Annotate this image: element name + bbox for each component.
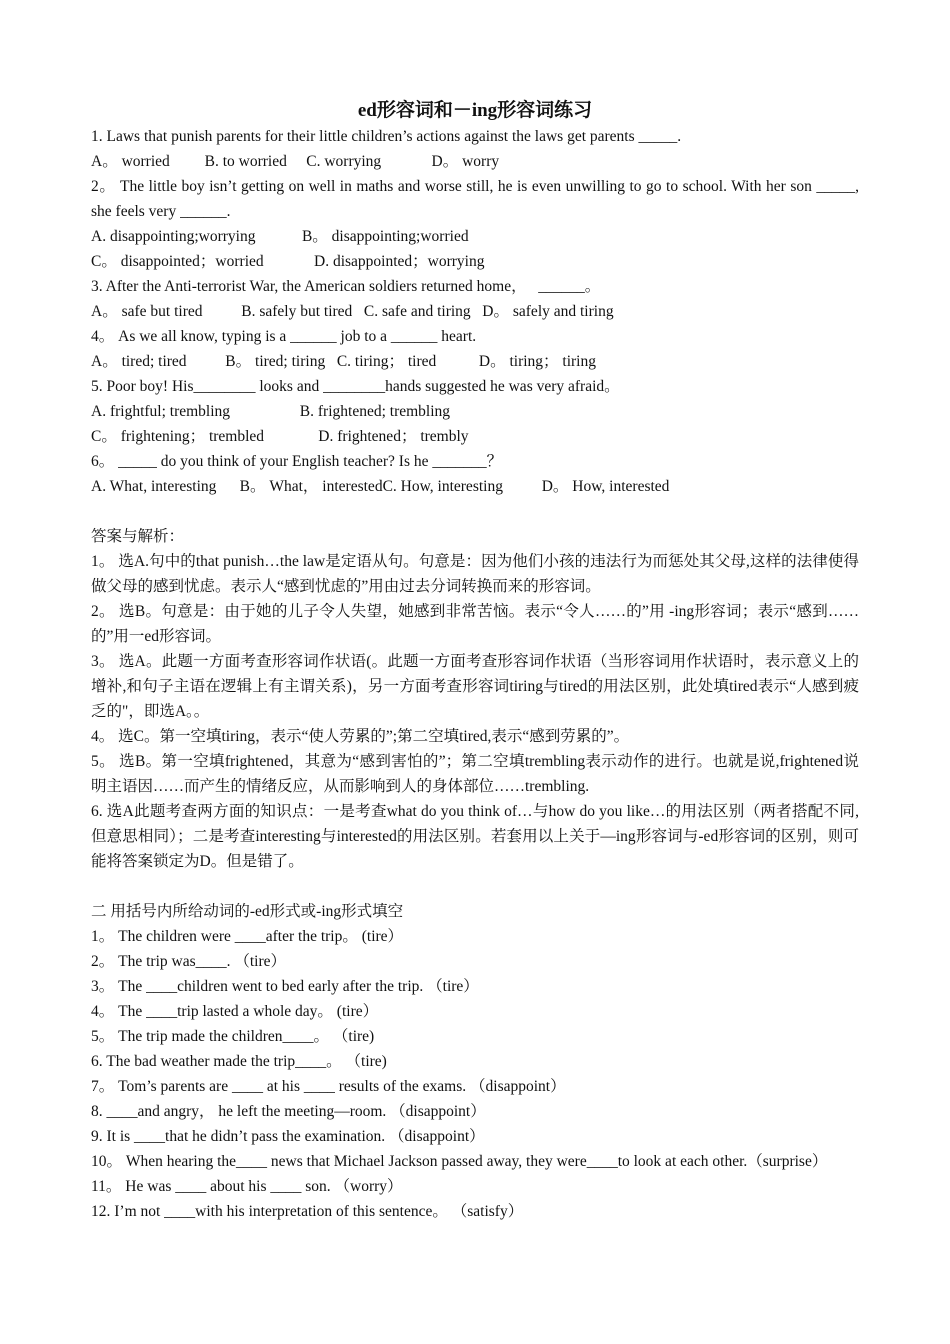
fill-item-8: 8. ____and angry， he left the meeting—room. （disappoint） (91, 1103, 486, 1120)
fill-item-7: 7。 Tom’s parents are ____ at his ____ results of the exams. （disappoint） (91, 1078, 566, 1095)
question-options: C。 disappointed；worried D. disappointed；worrying (91, 253, 485, 270)
question-options: C。 frightening； trembled D. frightened； trembly (91, 428, 469, 445)
question-4 (91, 324, 859, 374)
question-stem: 3. After the Anti-terrorist War, the American soldiers returned home， ______。 (91, 278, 601, 295)
spacer (91, 874, 859, 899)
question-options: A。 worried B. to worried C. worrying D。 worry (91, 153, 500, 170)
question-1 (91, 124, 859, 174)
answer-1: 1。 选A.句中的that punish…the law是定语从句。句意是：因为他们小孩的违法行为而惩处其父母,这样的法律使得做父母的感到忧虑。表示人“感到忧虑的”用由过去分词转换而来的形容词。 (91, 553, 859, 595)
answer-3: 3。 选A。此题一方面考查形容词作状语(。此题一方面考查形容词作状语（当形容词用作状语时，表示意义上的增补,和句子主语在逻辑上有主谓关系)，另一方面考查形容词tiring与tired的用法区别，此处填tired表示“人感到疲乏的"，即选A。。 (91, 653, 859, 720)
spacer (91, 499, 859, 524)
fill-item-2: 2。 The trip was____. （tire） (91, 953, 287, 970)
question-5 (91, 374, 859, 449)
fill-item-1: 1。 The children were ____after the trip。 (tire） (91, 928, 404, 945)
answers-heading: 答案与解析： (91, 528, 185, 545)
fill-item-5: 5。 The trip made the children____。 （tire) (91, 1028, 375, 1045)
question-6 (91, 449, 859, 499)
question-options: A. frightful; trembling B. frightened; trembling (91, 403, 451, 420)
question-options: A。 safe but tired B. safely but tired C. safe and tiring D。 safely and tiring (91, 303, 614, 320)
fill-item-10: 10。 When hearing the____ news that Michael Jackson passed away, they were____to look at each other.（surprise） (91, 1153, 828, 1170)
question-options: A. disappointing;worrying B。 disappointing;worried (91, 228, 469, 245)
fill-item-4: 4。 The ____trip lasted a whole day。 (tire） (91, 1003, 379, 1020)
question-2 (91, 174, 863, 274)
document-title: ed形容词和－ing形容词练习 (357, 100, 593, 121)
question-stem: 6。 _____ do you think of your English teacher? Is he _______？ (91, 453, 503, 470)
question-options: A. What, interesting B。 What， interestedC. How, interesting D。 How, interested (91, 478, 670, 495)
answer-6: 6. 选A此题考查两方面的知识点：一是考查what do you think of…与how do you like…的用法区别（两者搭配不同,但意思相同）；二是考查interesting与interested的用法区别。若套用以上关于—ing形容词与-ed形容词的区别，则可能将答案锁定为D。但是错了。 (91, 803, 859, 870)
question-options: A。 tired; tired B。 tired; tiring C. tiring； tired D。 tiring； tiring (91, 353, 596, 370)
fill-item-3: 3。 The ____children went to bed early after the trip. （tire） (91, 978, 479, 995)
document-page (91, 96, 863, 1224)
question-stem: 2。 The little boy isn’t getting on well in maths and worse still, he is even unwilling to go to school. With her son _____, she feels very ______. (91, 178, 863, 220)
answer-4: 4。 选C。第一空填tiring，表示“使人劳累的”;第二空填tired,表示“感到劳累的”。 (91, 728, 630, 745)
question-stem: 5. Poor boy! His________ looks and ________hands suggested he was very afraid。 (91, 378, 620, 395)
question-stem: 1. Laws that punish parents for their little children’s actions against the laws get parents _____. (91, 128, 682, 145)
answer-5: 5。 选B。第一空填frightened，其意为“感到害怕的”；第二空填trembling表示动作的进行。也就是说,frightened说明主语因……而产生的情绪反应，从而影响到人的身体部位……trembling. (91, 753, 859, 795)
section-2-heading: 二 用括号内所给动词的-ed形式或-ing形式填空 (91, 903, 404, 920)
fill-item-9: 9. It is ____that he didn’t pass the examination. （disappoint） (91, 1128, 485, 1145)
fill-item-6: 6. The bad weather made the trip____。 （tire) (91, 1053, 387, 1070)
answer-2: 2。 选B。句意是：由于她的儿子令人失望，她感到非常苦恼。表示“令人……的”用 -ing形容词；表示“感到……的”用一ed形容词。 (91, 603, 859, 645)
question-stem: 4。 As we all know, typing is a ______ job to a ______ heart. (91, 328, 477, 345)
question-3 (91, 274, 859, 324)
fill-item-12: 12. I’m not ____with his interpretation of this sentence。 （satisfy） (91, 1203, 524, 1220)
fill-item-11: 11。 He was ____ about his ____ son. （worry） (91, 1178, 403, 1195)
